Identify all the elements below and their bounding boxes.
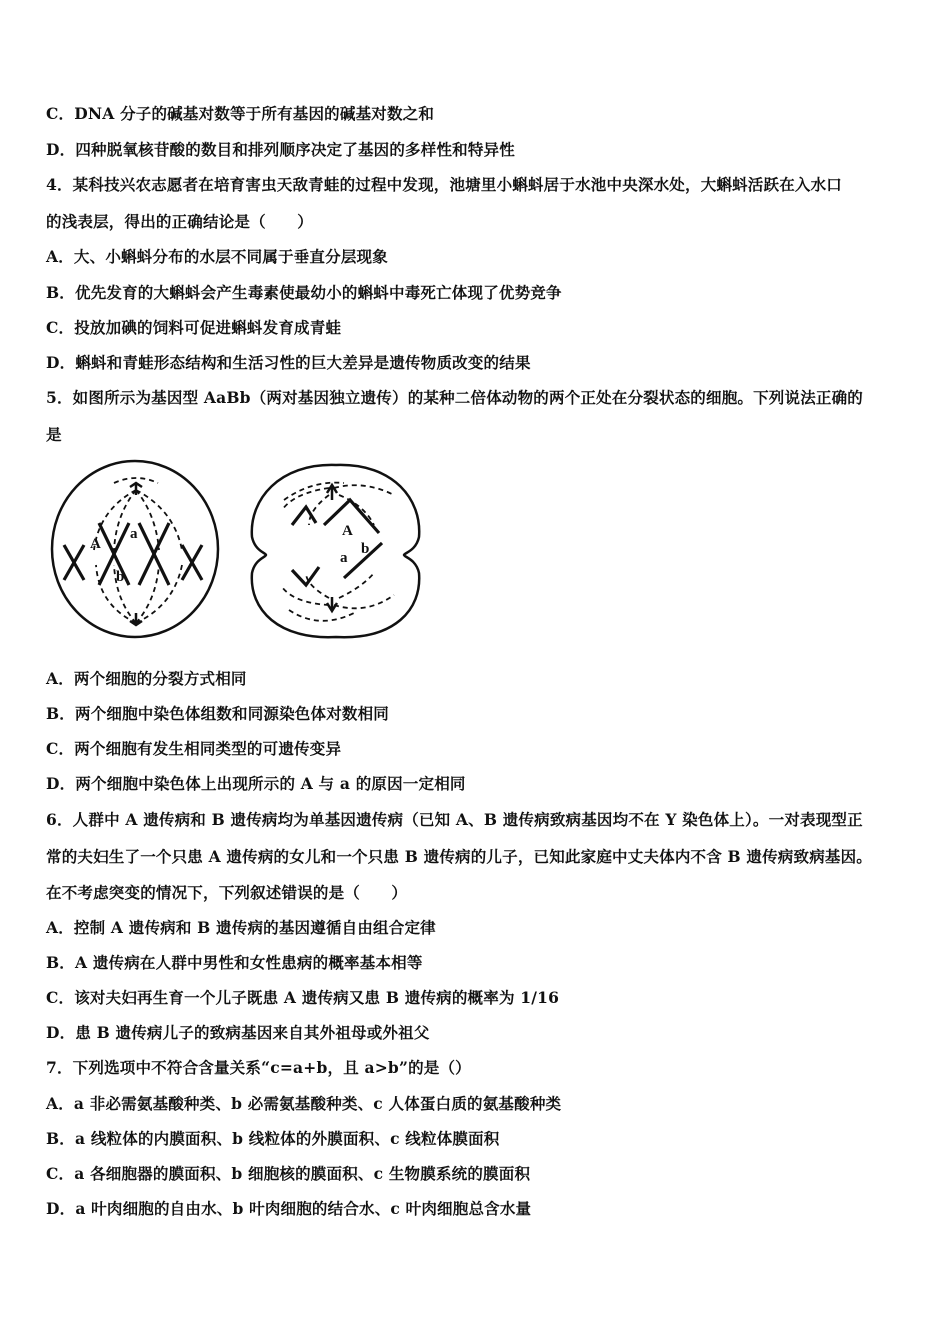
q7-option-d: D．a 叶肉细胞的自由水、b 叶肉细胞的结合水、c 叶肉细胞总含水量 <box>46 1199 532 1218</box>
cell-2 <box>252 465 419 637</box>
q5-option-c: C．两个细胞有发生相同类型的可遗传变异 <box>46 739 342 758</box>
q6-stem-line2: 常的夫妇生了一个只患 A 遗传病的女儿和一个只患 B 遗传病的儿子，已知此家庭中丈夫体内不含 B 遗传病致病基因。 <box>46 847 873 866</box>
q5-stem-line2: 是 <box>46 425 62 444</box>
cell1-label-b: b <box>116 569 125 585</box>
q5-option-d: D．两个细胞中染色体上出现所示的 A 与 a 的原因一定相同 <box>46 774 466 793</box>
cell2-label-a: a <box>340 550 348 566</box>
q5-stem-line1: 5．如图所示为基因型 AaBb（两对基因独立遗传）的某种二倍体动物的两个正处在分裂状态的细胞。下列说法正确的 <box>46 388 863 407</box>
cell1-label-A: A <box>90 536 101 552</box>
q3-option-c: C．DNA 分子的碱基对数等于所有基因的碱基对数之和 <box>46 104 435 123</box>
q6-option-c: C．该对夫妇再生育一个儿子既患 A 遗传病又患 B 遗传病的概率为 1/16 <box>46 988 560 1007</box>
cell1-label-a: a <box>130 526 138 542</box>
q6-stem-line1: 6．人群中 A 遗传病和 B 遗传病均为单基因遗传病（已知 A、B 遗传病致病基因均不在 Y 染色体上）。一对表现型正 <box>46 810 863 829</box>
cell-1 <box>52 461 218 637</box>
q5-option-a: A．两个细胞的分裂方式相同 <box>46 669 247 688</box>
q4-option-c: C．投放加碘的饲料可促进蝌蚪发育成青蛙 <box>46 318 342 337</box>
q6-option-d: D．患 B 遗传病儿子的致病基因来自其外祖母或外祖父 <box>46 1023 430 1042</box>
q4-option-b: B．优先发育的大蝌蚪会产生毒素使最幼小的蝌蚪中毒死亡体现了优势竞争 <box>46 283 562 302</box>
q6-option-b: B．A 遗传病在人群中男性和女性患病的概率基本相等 <box>46 953 423 972</box>
q5-option-b: B．两个细胞中染色体组数和同源染色体对数相同 <box>46 704 390 723</box>
cell2-label-A: A <box>342 523 353 539</box>
q6-option-a: A．控制 A 遗传病和 B 遗传病的基因遵循自由组合定律 <box>46 918 436 937</box>
q3-option-d: D．四种脱氧核苷酸的数目和排列顺序决定了基因的多样性和特异性 <box>46 140 515 159</box>
q4-stem-line2: 的浅表层，得出的正确结论是（ ） <box>46 212 313 231</box>
q7-option-b: B．a 线粒体的内膜面积、b 线粒体的外膜面积、c 线粒体膜面积 <box>46 1129 500 1148</box>
q6-stem-line3: 在不考虑突变的情况下，下列叙述错误的是（ ） <box>46 883 408 902</box>
cell2-label-b: b <box>361 541 370 557</box>
cell-division-diagram <box>44 455 434 650</box>
cell-division-figure <box>44 455 434 650</box>
q4-option-d: D．蝌蚪和青蛙形态结构和生活习性的巨大差异是遗传物质改变的结果 <box>46 353 531 372</box>
q7-option-a: A．a 非必需氨基酸种类、b 必需氨基酸种类、c 人体蛋白质的氨基酸种类 <box>46 1094 562 1113</box>
q4-stem-line1: 4．某科技兴农志愿者在培育害虫天敌青蛙的过程中发现，池塘里小蝌蚪居于水池中央深水处，大蝌蚪活跃在入水口 <box>46 175 842 194</box>
q7-stem: 7．下列选项中不符合含量关系“c=a+b，且 a>b”的是（） <box>46 1058 471 1077</box>
q4-option-a: A．大、小蝌蚪分布的水层不同属于垂直分层现象 <box>46 247 388 266</box>
q7-option-c: C．a 各细胞器的膜面积、b 细胞核的膜面积、c 生物膜系统的膜面积 <box>46 1164 531 1183</box>
